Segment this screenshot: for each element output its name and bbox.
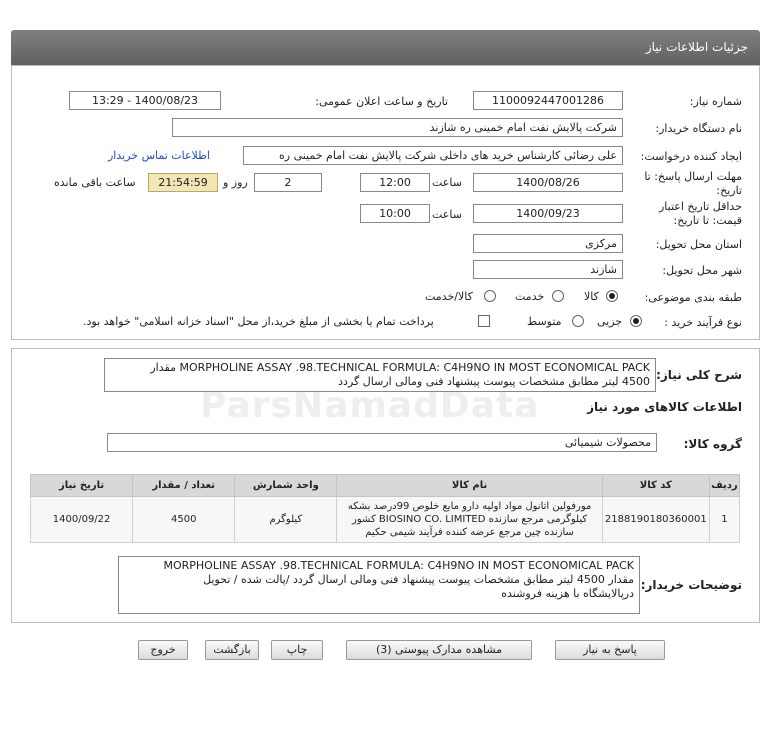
table-row xyxy=(31,497,740,543)
province-field: مرکزی xyxy=(473,234,623,253)
creator-label: ایجاد کننده درخواست: xyxy=(640,150,742,163)
row-code: 2188190180360001 xyxy=(602,497,709,543)
buyer-notes-line-2: مقدار 4500 لیتر مطابق مشخصات پیوست پیشنهاد فنی ومالی ارسال گردد /پالت شده / تحویل xyxy=(203,573,634,586)
col-qty: تعداد / مقدار xyxy=(133,475,235,497)
category-radio-goods-service[interactable] xyxy=(484,290,496,302)
buyer-notes-line-3: درپالایشگاه با هزینه فروشنده xyxy=(501,587,634,600)
row-name xyxy=(337,497,602,543)
deadline-time-label: ساعت xyxy=(432,176,462,189)
row-unit: کیلوگرم xyxy=(235,497,337,543)
goods-table-header xyxy=(31,475,740,497)
category-option-goods-service: کالا/خدمت xyxy=(425,290,473,303)
process-option-minor: جزیی xyxy=(597,315,623,328)
summary-line-1: MORPHOLINE ASSAY .98.TECHNICAL FORMULA: C4H9NO IN MOST ECONOMICAL PACK مقدار xyxy=(150,361,650,374)
back-button[interactable]: بازگشت xyxy=(205,640,259,660)
summary-field xyxy=(104,358,656,392)
goods-group-label: گروه کالا: xyxy=(683,437,742,451)
validity-time-field: 10:00 xyxy=(360,204,430,223)
remaining-label: ساعت باقی مانده xyxy=(54,176,136,189)
days-field: 2 xyxy=(254,173,322,192)
buyer-notes-field xyxy=(118,556,640,614)
row-name-line-2: کیلوگرمی مرجع سازنده BIOSINO CO. LIMITED کشور xyxy=(352,514,588,525)
treasury-payment-note: پرداخت تمام یا بخشی از مبلغ خرید،از محل "اسناد خزانه اسلامی" خواهد بود. xyxy=(83,315,434,328)
print-button[interactable]: چاپ xyxy=(271,640,323,660)
announce-datetime-field: 1400/08/23 - 13:29 xyxy=(69,91,221,110)
row-name-line-3: سازنده چین مرجع عرضه کننده فرآیند شیمی حکیم xyxy=(365,527,574,538)
need-number-label: شماره نیاز: xyxy=(689,95,742,108)
validity-label-2: قیمت: تا تاریخ: xyxy=(673,214,742,227)
category-radio-service[interactable] xyxy=(552,290,564,302)
validity-label-1: حداقل تاریخ اعتبار xyxy=(658,200,742,213)
process-label: نوع فرآیند خرید : xyxy=(664,316,742,329)
buyer-notes-line-1: MORPHOLINE ASSAY .98.TECHNICAL FORMULA: C4H9NO IN MOST ECONOMICAL PACK xyxy=(163,559,634,572)
city-field: شازند xyxy=(473,260,623,279)
category-radio-goods[interactable] xyxy=(606,290,618,302)
process-option-medium: متوسط xyxy=(527,315,562,328)
announce-label: تاریخ و ساعت اعلان عمومی: xyxy=(315,95,448,108)
category-option-service: خدمت xyxy=(515,290,545,303)
row-name-line-1: مورفولین اتانول مواد اولیه دارو مایع خلوص 99درصد بشکه xyxy=(347,501,592,512)
summary-label: شرح کلی نیاز: xyxy=(656,368,742,382)
category-label: طبقه بندی موضوعی: xyxy=(644,291,742,304)
city-label: شهر محل تحویل: xyxy=(662,264,742,277)
exit-button[interactable]: خروج xyxy=(138,640,188,660)
creator-field: علی رضائی کارشناس خرید های داخلی شرکت پالایش نفت امام خمینی ره xyxy=(243,146,623,165)
category-option-goods: کالا xyxy=(584,290,599,303)
days-label: روز و xyxy=(223,176,248,189)
buyer-field: شرکت پالایش نفت امام خمینی ره شازند xyxy=(172,118,623,137)
summary-line-2: 4500 لیتر مطابق مشخصات پیوست پیشنهاد فنی ومالی ارسال گردد xyxy=(338,375,650,388)
col-name: نام کالا xyxy=(337,475,602,497)
process-radio-medium[interactable] xyxy=(572,315,584,327)
goods-section-title: اطلاعات کالاهای مورد نیاز xyxy=(587,400,742,414)
treasury-payment-checkbox[interactable] xyxy=(478,315,490,327)
process-radio-minor[interactable] xyxy=(630,315,642,327)
buyer-label: نام دستگاه خریدار: xyxy=(655,122,742,135)
validity-time-label: ساعت xyxy=(432,208,462,221)
reply-button[interactable]: پاسخ به نیاز xyxy=(555,640,665,660)
deadline-label-1: مهلت ارسال پاسخ: تا xyxy=(644,170,742,183)
row-date: 1400/09/22 xyxy=(31,497,133,543)
remaining-time-field: 21:54:59 xyxy=(148,173,218,192)
deadline-date-field: 1400/08/26 xyxy=(473,173,623,192)
validity-date-field: 1400/09/23 xyxy=(473,204,623,223)
need-number-field: 1100092447001286 xyxy=(473,91,623,110)
buyer-contact-link[interactable]: اطلاعات تماس خریدار xyxy=(108,149,210,162)
page-title-bar xyxy=(11,30,760,65)
deadline-time-field: 12:00 xyxy=(360,173,430,192)
row-qty: 4500 xyxy=(133,497,235,543)
deadline-label-2: تاریخ: xyxy=(716,184,742,197)
col-code: کد کالا xyxy=(602,475,709,497)
buyer-notes-label: توضیحات خریدار: xyxy=(640,578,742,592)
col-unit: واحد شمارش xyxy=(235,475,337,497)
attachments-button[interactable]: مشاهده مدارک پیوستی (3) xyxy=(346,640,532,660)
col-index: ردیف xyxy=(709,475,739,497)
goods-group-field: محصولات شیمیائی xyxy=(107,433,657,452)
province-label: استان محل تحویل: xyxy=(655,238,742,251)
goods-table xyxy=(30,474,740,543)
page-title: جزئیات اطلاعات نیاز xyxy=(645,40,748,54)
row-index: 1 xyxy=(709,497,739,543)
col-date: تاریخ نیاز xyxy=(31,475,133,497)
